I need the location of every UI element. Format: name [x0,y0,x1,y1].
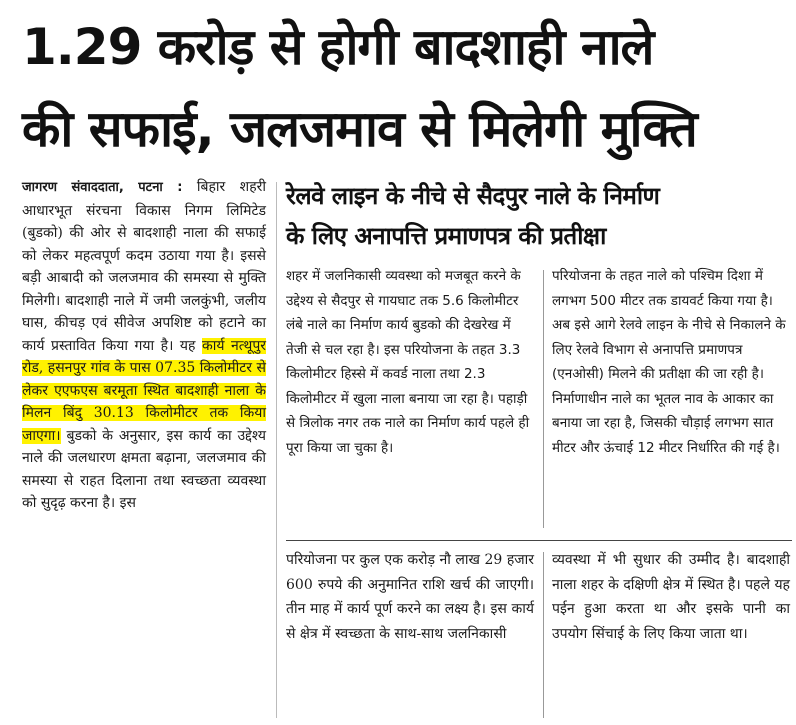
subheadline-line-1: रेलवे लाइन के नीचे से सैदपुर नाले के निर्माण [286,182,660,210]
horizontal-divider [286,540,792,541]
highlighted-text: कार्य नत्थूपुर रोड, हसनपुर गांव के पास 07.35 किलोमीटर से लेकर एएफएस बरमूता स्थित बादशाही नाला के मिलन बिंदु 30.13 किलोमीटर तक किया जाएगा। [22,337,267,444]
box-column-divider [543,270,544,528]
box-column-2: परियोजना के तहत नाले को पश्चिम दिशा में लगभग 500 मीटर तक डायवर्ट किया गया है। अब इसे आगे रेलवे लाइन के नीचे से निकालने के लिए रेलवे विभाग से अनापत्ति प्रमाणपत्र (एनओसी) मिलने की प्रतीक्षा की जा रही है। निर्माणाधीन नाले का भूतल नाव के आकार का बनाया जा रहा है, जिसकी चौड़ाई लगभग सात मीटर और ऊंचाई 12 मीटर निर्धारित की गई है। [552,268,786,456]
subheadline-line-2: के लिए अनापत्ति प्रमाणपत्र की प्रतीक्षा [286,222,606,250]
headline-line-2: की सफाई, जलजमाव से मिलेगी मुक्ति [22,100,697,158]
headline-line-1: 1.29 करोड़ से होगी बादशाही नाले [22,18,654,76]
left-text-after: बुडको के अनुसार, इस कार्य का उद्देश्य नाले की जलधारण क्षमता बढ़ाना, जलजमाव की समस्या से राहत दिलाना तथा स्वच्छता व्यवस्था को सुदृढ़ करना है। इस [22,427,266,511]
dateline: जागरण संवाददाता, पटना : [22,180,183,195]
left-column-article [22,176,266,515]
subheadline [286,176,786,256]
bottom-column-1: परियोजना पर कुल एक करोड़ नौ लाख 29 हजार 600 रुपये की अनुमानित राशि खर्च की जाएगी। तीन माह में कार्य पूर्ण करने का लक्ष्य है। इस कार्य से क्षेत्र में स्वच्छता के साथ-साथ जलनिकासी [286,552,534,642]
column-rule [276,182,277,718]
bottom-column-divider [543,552,544,718]
headline [22,6,792,170]
box-column-1: शहर में जलनिकासी व्यवस्था को मजबूत करने के उद्देश्य से सैदपुर से गायघाट तक 5.6 किलोमीटर लंबे नाले का निर्माण कार्य बुडको की देखरेख में तेजी से चल रहा है। इस परियोजना के तहत 3.3 किलोमीटर हिस्से में कवर्ड नाला तथा 2.3 किलोमीटर में खुला नाला बनाया जा रहा है। पहाड़ी से त्रिलोक नगर तक नाले का निर्माण कार्य पहले ही पूरा किया जा चुका है। [286,268,530,456]
left-text-before: बिहार शहरी आधारभूत संरचना विकास निगम लिमिटेड (बुडको) की ओर से बादशाही नाला की सफाई को लेकर महत्वपूर्ण कदम उठाया गया है। इससे बड़ी आबादी को जलजमाव की समस्या से मुक्ति मिलेगी। बादशाही नाले में जमी जलकुंभी, जलीय घास, कीचड़ एवं सीवेज अपशिष्ट को हटाने का कार्य प्रस्तावित किया गया है। यह [22,179,266,354]
bottom-column-2: व्यवस्था में भी सुधार की उम्मीद है। बादशाही नाला शहर के दक्षिणी क्षेत्र में स्थित है। पहले यह पईन हुआ करता था और इसके पानी का उपयोग सिंचाई के लिए किया जाता था। [552,552,790,642]
